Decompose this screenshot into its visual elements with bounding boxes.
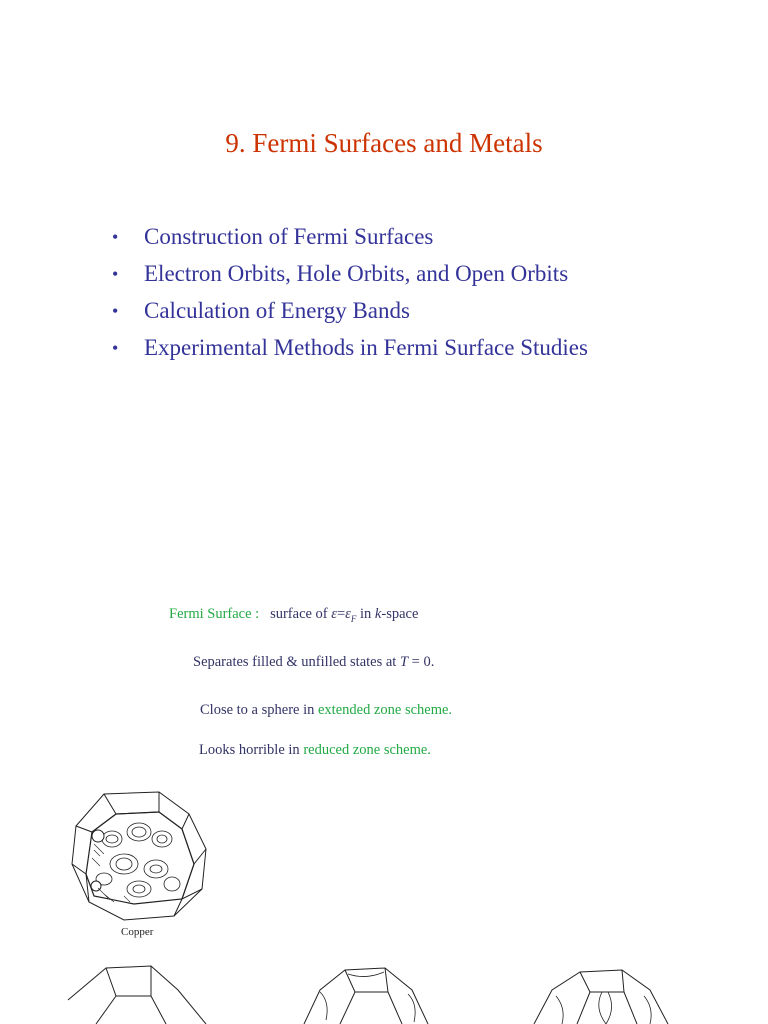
horrible-note: Looks horrible in reduced zone scheme.: [199, 742, 431, 758]
fermi-surface-definition: Fermi Surface : surface of $\varepsilon=\varepsilon_F$ in k-space: [169, 606, 419, 624]
brillouin-zone-figure-left: [66, 960, 216, 1024]
slide-title: 9. Fermi Surfaces and Metals: [225, 128, 543, 158]
separates-note: Separates filled & unfilled states at T = 0.: [193, 654, 435, 670]
bullet-icon: •: [112, 227, 119, 247]
brillouin-zone-outline: [72, 792, 206, 920]
copper-label: Copper: [121, 926, 154, 938]
sphere-note: Close to a sphere in extended zone scheme.: [200, 702, 453, 718]
list-item: • Construction of Fermi Surfaces: [112, 220, 588, 257]
copper-fermi-surface-figure: [64, 784, 214, 924]
bullet-icon: •: [112, 301, 119, 321]
bullet-icon: •: [112, 338, 119, 358]
list-item: • Experimental Methods in Fermi Surface Studies: [112, 331, 588, 368]
list-item: • Calculation of Energy Bands: [112, 294, 588, 331]
brillouin-zone-figure-middle: [300, 962, 450, 1024]
list-item: • Electron Orbits, Hole Orbits, and Open Orbits: [112, 257, 588, 294]
fermi-surface-label: Fermi Surface :: [169, 606, 260, 622]
topic-list: [112, 220, 588, 368]
brillouin-zone-figure-right: [532, 966, 682, 1024]
bullet-icon: •: [112, 264, 119, 284]
